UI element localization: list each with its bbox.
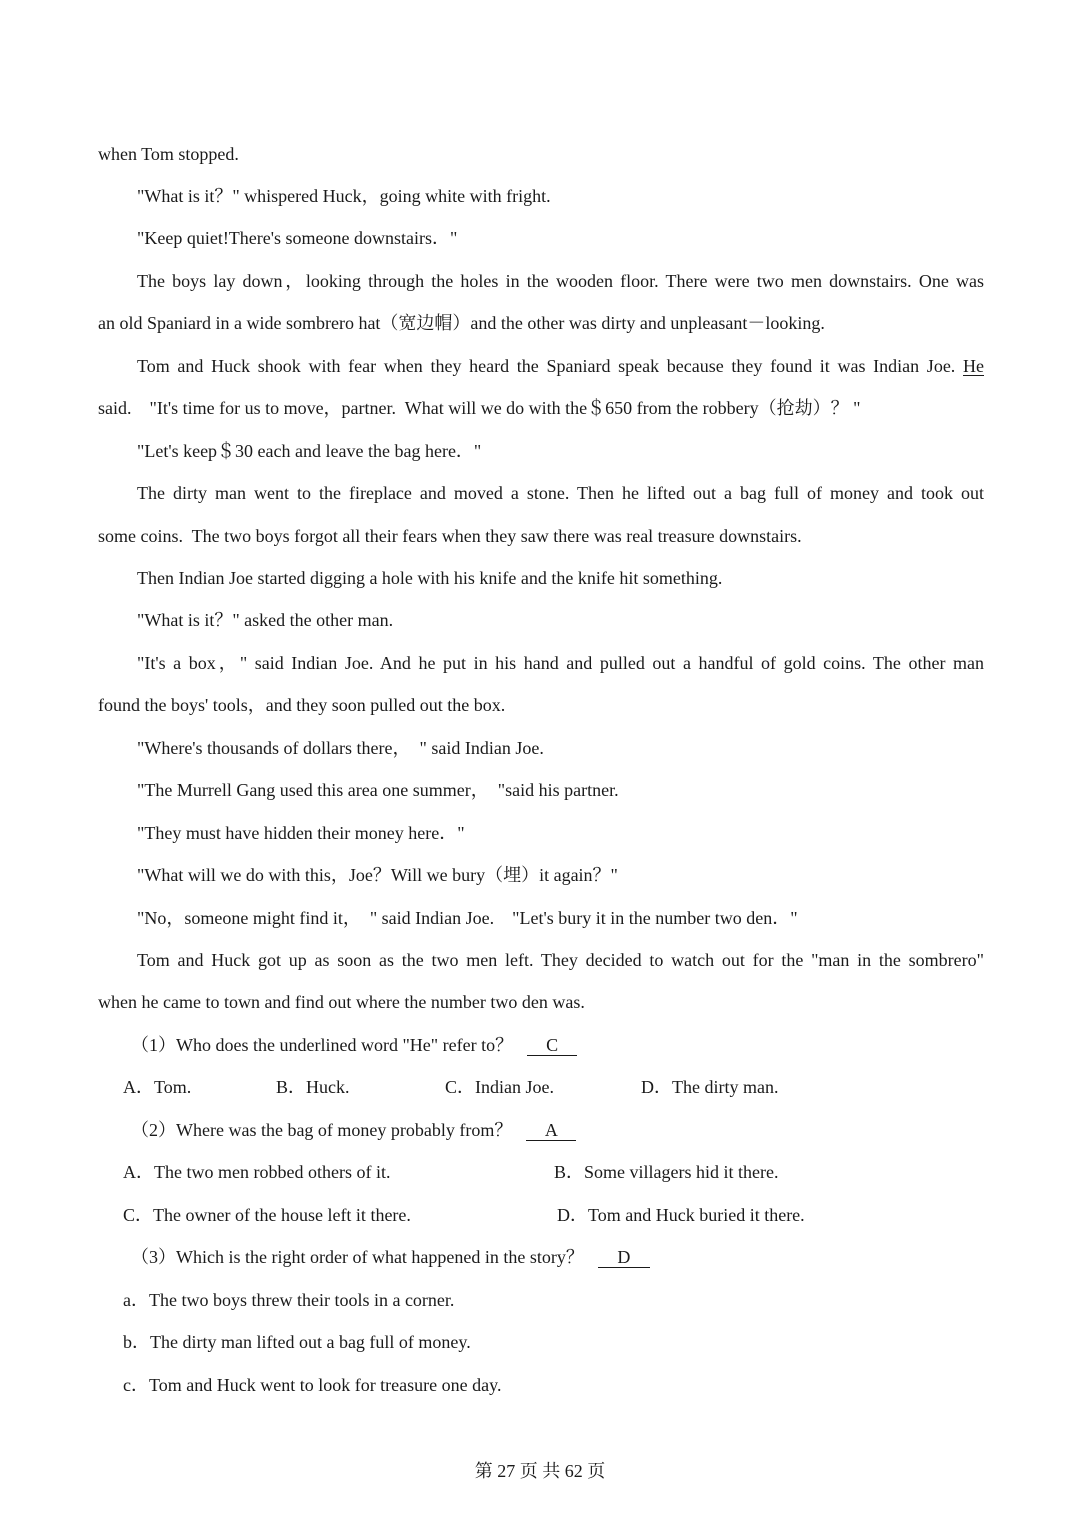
passage-line: "Where's thousands of dollars there， " said Indian Joe. [137, 738, 544, 758]
question-stem: （1）Who does the underlined word "He" refer to？ [131, 1035, 514, 1055]
passage-line: The boys lay down，looking through the holes in the wooden floor. There were two men downstairs. One was [137, 271, 984, 291]
event-item-b: b．The dirty man lifted out a bag full of money. [123, 1332, 471, 1352]
question-3 [131, 1245, 650, 1269]
passage-line: some coins. The two boys forgot all their fears when they saw there was real treasure downstairs. [98, 526, 802, 546]
passage-line: "What will we do with this，Joe？Will we bury（埋）it again？" [137, 865, 618, 885]
passage-line: "The Murrell Gang used this area one summer， "said his partner. [137, 780, 619, 800]
passage-line: "It's a box，" said Indian Joe. And he put in his hand and pulled out a handful of gold coins. The other man [137, 653, 984, 673]
option-d: D．The dirty man. [641, 1077, 779, 1097]
event-item-c: c．Tom and Huck went to look for treasure one day. [123, 1375, 502, 1395]
passage-line: said. "It's time for us to move，partner. What will we do with the＄650 from the robbery（抢劫）？ " [98, 398, 861, 418]
option-c: C．The owner of the house left it there. [123, 1205, 411, 1225]
option-d: D．Tom and Huck buried it there. [557, 1205, 805, 1225]
question-stem: （3）Which is the right order of what happened in the story？ [131, 1247, 584, 1267]
page-footer: 第 27 页 共 62 页 [474, 1461, 606, 1481]
passage-line: Then Indian Joe started digging a hole with his knife and the knife hit something. [137, 568, 723, 588]
answer-blank: D [598, 1247, 650, 1268]
passage-line: "What is it？" whispered Huck，going white with fright. [137, 186, 551, 206]
option-a: A．Tom. [123, 1077, 192, 1097]
question-2 [131, 1118, 576, 1142]
passage-line: "What is it？" asked the other man. [137, 610, 394, 630]
passage-line [137, 354, 984, 378]
underlined-word-he: He [963, 356, 984, 376]
passage-line: The dirty man went to the fireplace and moved a stone. Then he lifted out a bag full of money and took out [137, 483, 984, 503]
passage-text: Tom and Huck shook with fear when they heard the Spaniard speak because they found it was Indian Joe. [137, 356, 956, 376]
passage-line: an old Spaniard in a wide sombrero hat（宽边帽）and the other was dirty and unpleasant－looking. [98, 313, 825, 333]
passage-line: when Tom stopped. [98, 144, 239, 164]
passage-line: "They must have hidden their money here．" [137, 823, 465, 843]
passage-line: "Let's keep＄30 each and leave the bag here．" [137, 441, 482, 461]
answer-blank: C [527, 1035, 577, 1056]
passage-line: when he came to town and find out where the number two den was. [98, 992, 585, 1012]
passage-line: "No，someone might find it， " said Indian Joe. "Let's bury it in the number two den．" [137, 908, 798, 928]
option-c: C．Indian Joe. [445, 1077, 554, 1097]
answer-blank: A [526, 1120, 576, 1141]
event-item-a: a．The two boys threw their tools in a corner. [123, 1290, 455, 1310]
passage-line: "Keep quiet!There's someone downstairs．" [137, 228, 458, 248]
passage-line: Tom and Huck got up as soon as the two men left. They decided to watch out for the "man in the sombrero" [137, 950, 984, 970]
option-a: A．The two men robbed others of it. [123, 1162, 391, 1182]
option-b: B．Huck. [276, 1077, 350, 1097]
option-b: B．Some villagers hid it there. [554, 1162, 779, 1182]
question-1 [131, 1033, 577, 1057]
question-stem: （2）Where was the bag of money probably from？ [131, 1120, 513, 1140]
passage-line: found the boys' tools，and they soon pulled out the box. [98, 695, 506, 715]
